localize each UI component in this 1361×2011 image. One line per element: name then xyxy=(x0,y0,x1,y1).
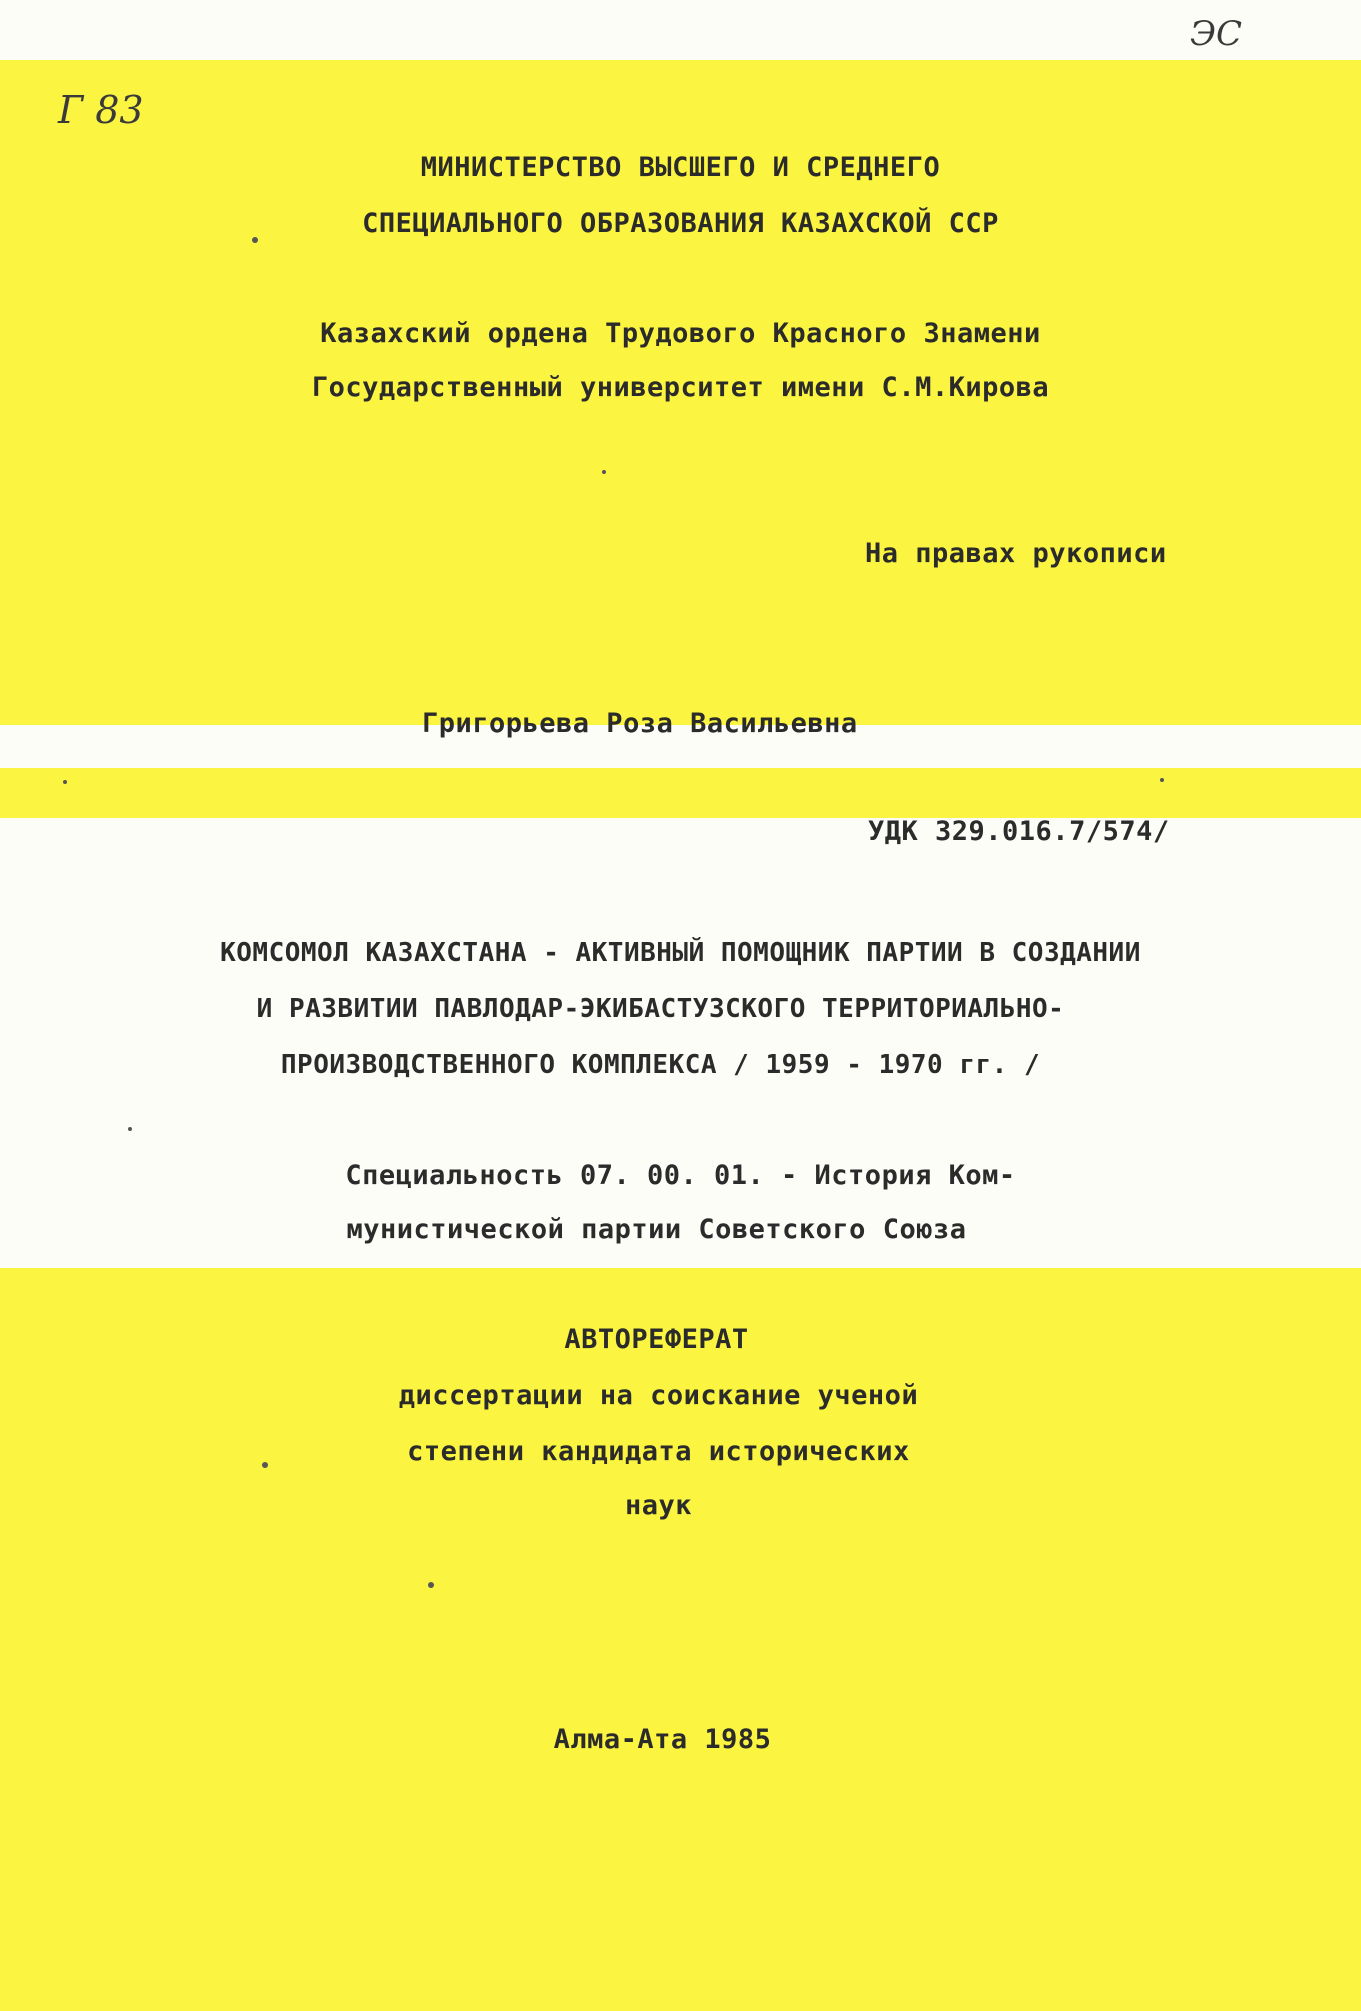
author-name: Григорьева Роза Васильевна xyxy=(422,708,858,739)
yellow-highlight-band-middle xyxy=(0,768,1361,818)
manuscript-note: На правах рукописи xyxy=(865,538,1167,569)
dissertation-title-line-3: ПРОИЗВОДСТВЕННОГО КОМПЛЕКСА / 1959 - 1970 гг. / xyxy=(280,1050,1041,1080)
speck xyxy=(1160,778,1164,782)
abstract-line-2: степени кандидата исторических xyxy=(407,1436,910,1467)
abstract-line-1: диссертации на соискание ученой xyxy=(398,1380,919,1411)
udc-code: УДК 329.016.7/574/ xyxy=(868,816,1170,847)
specialty-line-2: мунистической партии Советского Союза xyxy=(346,1214,967,1245)
university-line-1: Казахский ордена Трудового Красного Знамени xyxy=(320,318,1041,349)
place-and-year: Алма-Ата 1985 xyxy=(553,1724,772,1755)
speck xyxy=(63,780,67,784)
speck xyxy=(262,1462,268,1468)
speck xyxy=(128,1127,132,1131)
ministry-line-2: СПЕЦИАЛЬНОГО ОБРАЗОВАНИЯ КАЗАХСКОЙ ССР xyxy=(362,208,999,239)
handwritten-mark: ЭС xyxy=(1190,14,1243,54)
handwritten-archive-code: Г 83 xyxy=(58,88,144,132)
abstract-line-3: наук xyxy=(624,1490,693,1521)
ministry-line-1: МИНИСТЕРСТВО ВЫСШЕГО И СРЕДНЕГО xyxy=(420,152,941,183)
speck xyxy=(252,237,258,243)
abstract-label: АВТОРЕФЕРАТ xyxy=(564,1324,749,1355)
specialty-line-1: Специальность 07. 00. 01. - История Ком- xyxy=(345,1160,1016,1191)
speck xyxy=(602,470,606,474)
speck xyxy=(428,1582,434,1588)
university-line-2: Государственный университет имени С.М.Кирова xyxy=(311,372,1050,403)
dissertation-title-line-2: И РАЗВИТИИ ПАВЛОДАР-ЭКИБАСТУЗСКОГО ТЕРРИТОРИАЛЬНО- xyxy=(256,994,1065,1024)
dissertation-title-line-1: КОМСОМОЛ КАЗАХСТАНА - АКТИВНЫЙ ПОМОЩНИК ПАРТИИ В СОЗДАНИИ xyxy=(220,938,1141,968)
